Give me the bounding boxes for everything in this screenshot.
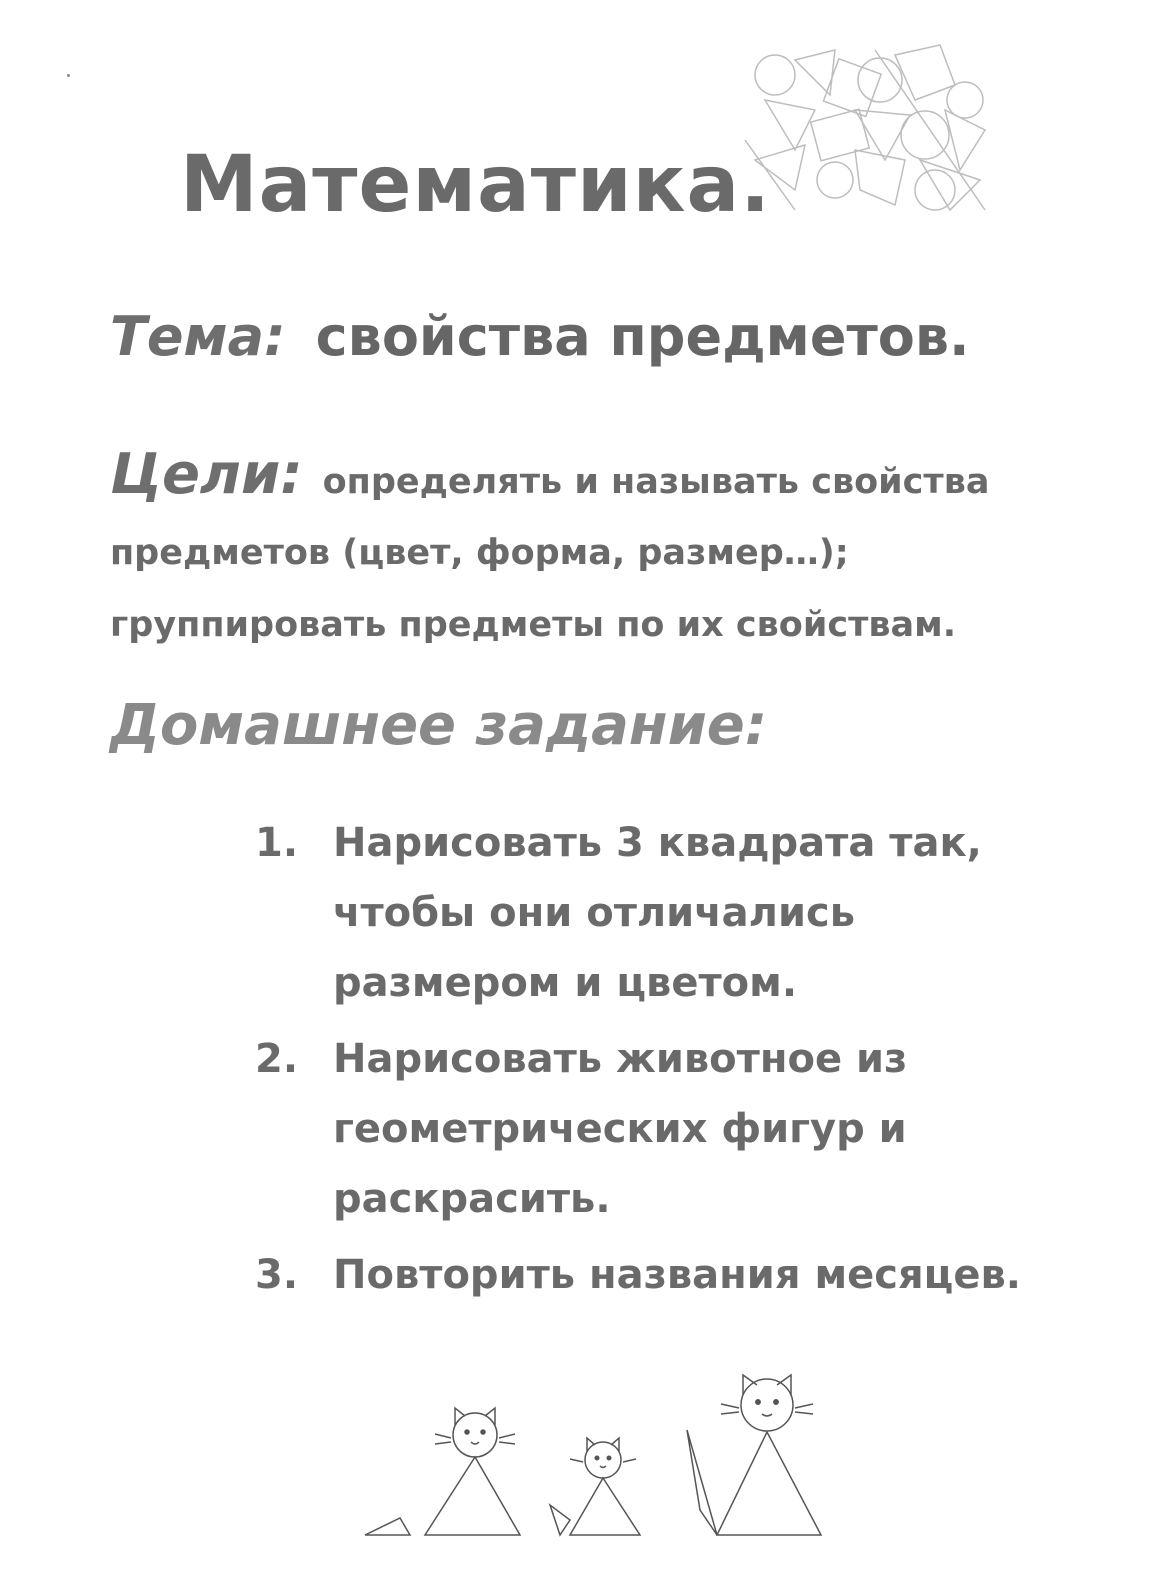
cat-left-icon <box>365 1408 520 1535</box>
homework-title: Домашнее задание: <box>110 693 768 758</box>
goals-line-2: предметов (цвет, форма, размер…); <box>110 533 849 573</box>
list-item-text: Нарисовать 3 квадрата так, чтобы они отличались размером и цветом. <box>333 820 982 1006</box>
cat-middle-icon <box>550 1438 640 1535</box>
homework-list <box>255 808 1085 1316</box>
cat-right-icon <box>687 1375 821 1535</box>
list-item <box>255 808 1085 1018</box>
list-item-number: 3. <box>255 1252 299 1298</box>
goals-line-3: группировать предметы по их свойствам. <box>110 605 957 645</box>
list-item-number: 1. <box>255 820 299 866</box>
list-item <box>255 1240 1085 1310</box>
list-item-text: Нарисовать животное из геометрических фигур и раскрасить. <box>333 1036 908 1222</box>
goals-line-1: определять и называть свойства <box>322 462 990 502</box>
geometric-cats-icon <box>355 1370 835 1550</box>
topic-line <box>110 305 970 368</box>
topic-value: свойства предметов. <box>315 305 970 368</box>
goals-label: Цели: <box>110 442 303 507</box>
geometric-shapes-icon <box>735 40 1000 220</box>
page-title: Математика. <box>180 140 771 230</box>
goals-line <box>110 442 989 507</box>
list-item-number: 2. <box>255 1036 299 1082</box>
topic-label: Тема: <box>110 305 286 368</box>
list-item-text: Повторить названия месяцев. <box>333 1252 1021 1298</box>
scan-speck <box>67 74 70 77</box>
list-item <box>255 1024 1085 1234</box>
